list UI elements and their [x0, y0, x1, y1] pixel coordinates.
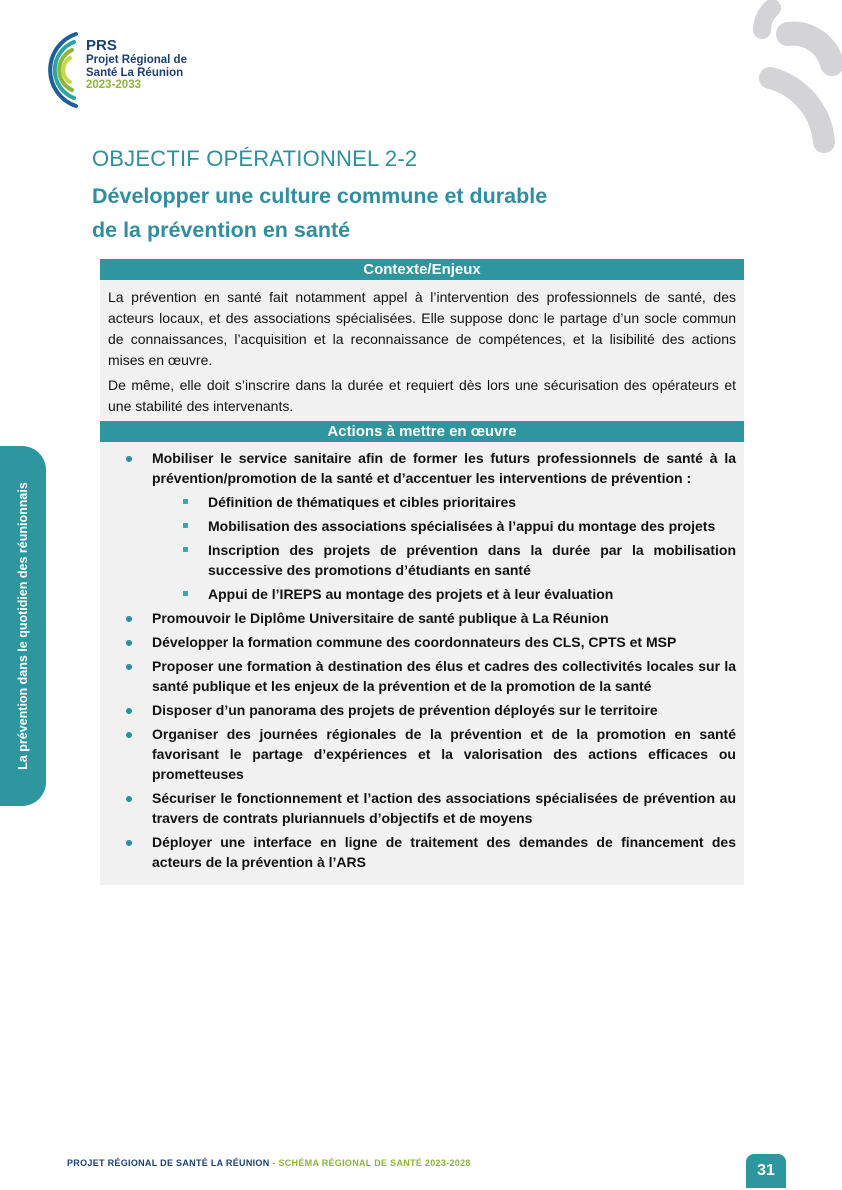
action-item	[152, 788, 736, 828]
action-item	[152, 832, 736, 872]
footer	[67, 1158, 471, 1168]
action-subitem	[208, 492, 736, 512]
objective-title	[92, 179, 652, 247]
action-item-text: Proposer une formation à destination des élus et cadres des collectivités locales sur la santé publique et les enjeux de la prévention et de la promotion de la santé	[152, 658, 736, 694]
action-subitems	[152, 492, 736, 604]
bullet-square-icon	[183, 547, 188, 552]
footer-separator: -	[269, 1158, 279, 1168]
footer-right: SCHÉMA RÉGIONAL DE SANTÉ 2023-2028	[278, 1158, 471, 1168]
objective-label: OBJECTIF OPÉRATIONNEL 2-2	[92, 146, 418, 171]
logo-years: 2023-2033	[86, 79, 141, 91]
prs-logo-icon	[24, 28, 84, 110]
action-subitem-text: Mobilisation des associations spécialisées à l’appui du montage des projets	[208, 518, 716, 534]
action-item-text: Développer la formation commune des coordonnateurs des CLS, CPTS et MSP	[152, 634, 677, 650]
bullet-square-icon	[183, 591, 188, 596]
action-subitem-text: Appui de l’IREPS au montage des projets et à leur évaluation	[208, 586, 614, 602]
context-paragraph: La prévention en santé fait notamment appel à l’intervention des professionnels de santé, des acteurs locaux, et des associations spécialisées. Elle suppose donc le partage d’un socle commun de connaissances, l’acquisition et la reconnaissance de compétences, et la lisibilité des actions mises en œuvre.	[108, 289, 736, 368]
bullet-dot-icon	[126, 456, 132, 462]
action-item	[152, 656, 736, 696]
logo-acronym: PRS	[86, 37, 117, 54]
objective-title-line-1: Développer une culture commune et durable	[92, 184, 548, 208]
bullet-dot-icon	[126, 840, 132, 846]
action-subitem	[208, 516, 736, 536]
actions-heading: Actions à mettre en œuvre	[100, 421, 744, 442]
context-paragraph: De même, elle doit s’inscrire dans la durée et requiert dès lors une sécurisation des opérateurs et une stabilité des intervenants.	[108, 377, 736, 414]
actions-list	[100, 442, 744, 872]
action-item-text: Mobiliser le service sanitaire afin de former les futurs professionnels de santé à la prévention/promotion de la santé et d’accentuer les interventions de prévention :	[152, 450, 736, 486]
action-item-text: Sécuriser le fonctionnement et l’action des associations spécialisées de prévention au travers de contrats pluriannuels d’objectifs et de moyens	[152, 790, 736, 826]
context-body	[100, 280, 744, 417]
action-item	[152, 608, 736, 628]
page-number: 31	[746, 1154, 786, 1188]
footer-left: PROJET RÉGIONAL DE SANTÉ LA RÉUNION	[67, 1158, 270, 1168]
action-item-text: Disposer d’un panorama des projets de prévention déployés sur le territoire	[152, 702, 658, 718]
bullet-dot-icon	[126, 664, 132, 670]
action-subitem	[208, 584, 736, 604]
action-item-text: Déployer une interface en ligne de traitement des demandes de financement des acteurs de la prévention à l’ARS	[152, 834, 736, 870]
action-subitem	[208, 540, 736, 580]
action-subitem-text: Inscription des projets de prévention dans la durée par la mobilisation successive des promotions d’étudiants en santé	[208, 542, 736, 578]
logo-line-1: Projet Régional de	[86, 54, 187, 66]
prs-logo	[24, 28, 204, 110]
content-panel	[100, 259, 744, 885]
bullet-dot-icon	[126, 796, 132, 802]
action-item-text: Promouvoir le Diplôme Universitaire de santé publique à La Réunion	[152, 610, 609, 626]
action-item	[152, 632, 736, 652]
bullet-dot-icon	[126, 616, 132, 622]
side-tab-label: La prévention dans le quotidien des réunionnais	[16, 482, 30, 770]
bullet-square-icon	[183, 523, 188, 528]
action-item-text: Organiser des journées régionales de la prévention et de la promotion en santé favorisant le partage d’expériences et la valorisation des actions efficaces ou prometteuses	[152, 726, 736, 782]
context-heading: Contexte/Enjeux	[100, 259, 744, 280]
action-item	[152, 700, 736, 720]
action-item	[152, 448, 736, 604]
action-subitem-text: Définition de thématiques et cibles prioritaires	[208, 494, 517, 510]
bullet-dot-icon	[126, 708, 132, 714]
bullet-dot-icon	[126, 640, 132, 646]
bullet-square-icon	[183, 499, 188, 504]
bullet-dot-icon	[126, 732, 132, 738]
decorative-arcs	[692, 0, 842, 160]
action-item	[152, 724, 736, 784]
logo-line-2: Santé La Réunion	[86, 66, 184, 79]
objective-title-line-2: de la prévention en santé	[92, 218, 351, 242]
